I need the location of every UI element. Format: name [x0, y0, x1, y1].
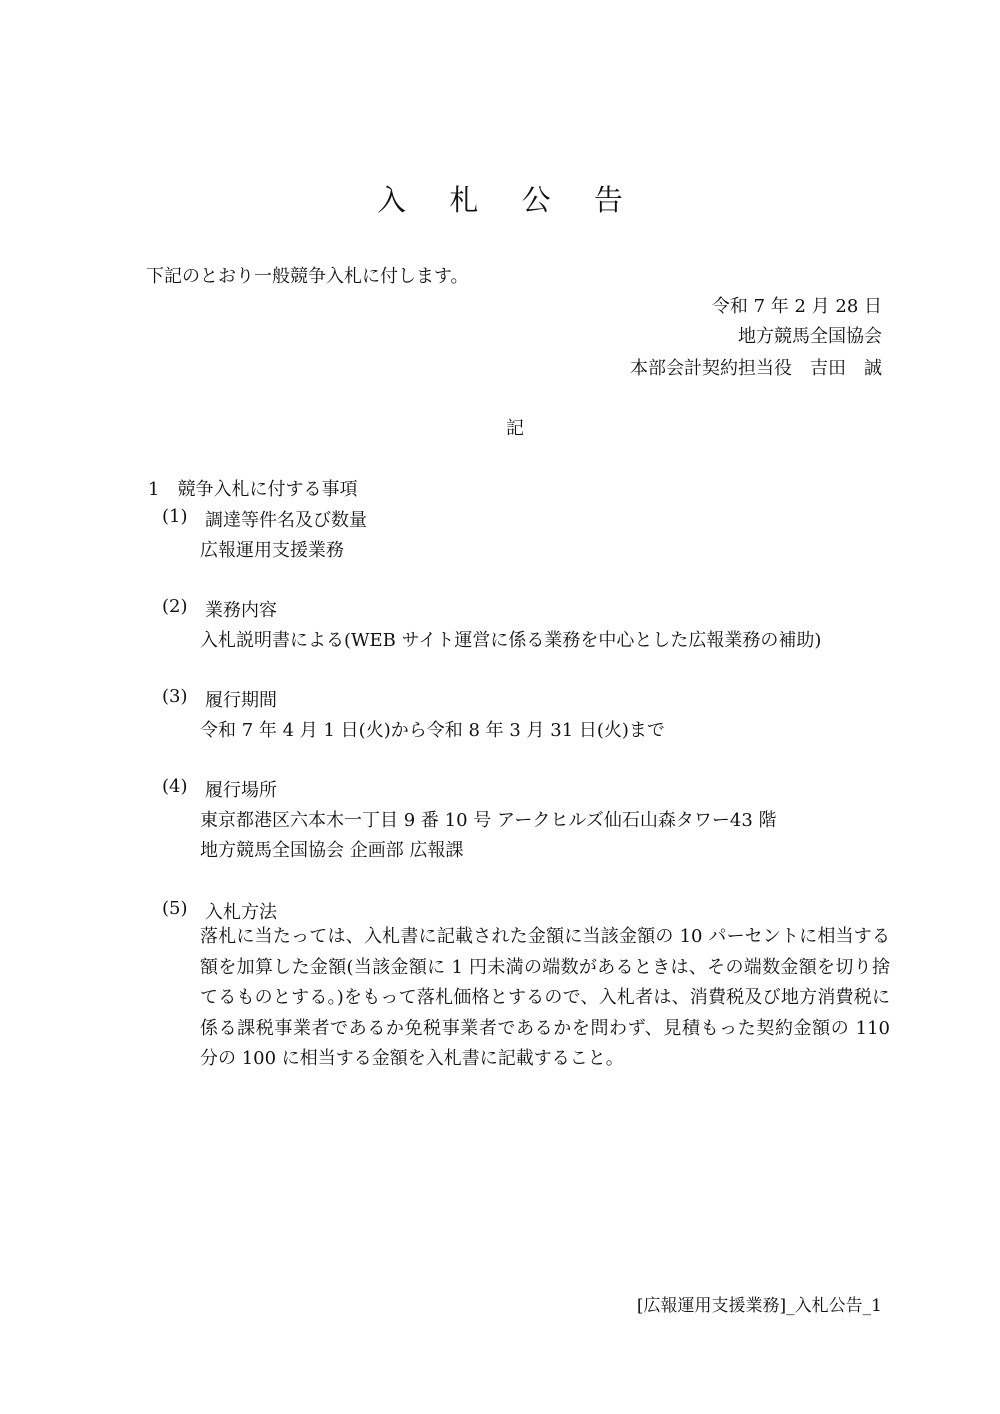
issue-date: 令和 7 年 2 月 28 日: [711, 296, 882, 317]
item-line: 地方競馬全国協会 企画部 広報課: [200, 840, 464, 861]
item-heading: 業務内容: [205, 600, 277, 621]
item-number: (2): [162, 596, 188, 617]
page-footer: [広報運用支援業務]_入札公告_1: [636, 1296, 882, 1316]
item-heading: 履行期間: [205, 690, 277, 711]
item-heading: 履行場所: [205, 780, 277, 801]
item-line: 入札説明書による(WEB サイト運営に係る業務を中心とした広報業務の補助): [200, 630, 822, 651]
intro-text: 下記のとおり一般競争入札に付します。: [146, 266, 469, 287]
item-line: 広報運用支援業務: [200, 540, 344, 561]
organization-name: 地方競馬全国協会: [738, 326, 882, 347]
item-number: (1): [162, 506, 188, 527]
item-number: (5): [162, 898, 188, 919]
item-number: (3): [162, 686, 188, 707]
item-number: (4): [162, 776, 188, 797]
item-paragraph: 落札に当たっては、入札書に記載された金額に当該金額の 10 パーセントに相当する額を加算した金額(当該金額に 1 円未満の端数があるときは、その端数金額を切り捨てるものとする。)をもって落札価格とするので、入札者は、消費税及び地方消費税に係る課税事業者であるか免税事業者であるかを問わず、見積もった契約金額の 110 分の 100 に相当する金額を入札書に記載すること。: [200, 926, 890, 1070]
item-heading: 入札方法: [205, 902, 277, 923]
item-line: 東京都港区六本木一丁目 9 番 10 号 アークヒルズ仙石山森タワー43 階: [200, 810, 777, 831]
officer-name: 本部会計契約担当役 吉田 誠: [630, 358, 882, 379]
ki-heading: 記: [506, 418, 524, 439]
section-heading: 1 競争入札に付する事項: [148, 479, 358, 500]
item-heading: 調達等件名及び数量: [205, 510, 367, 531]
document-title: 入 札 公 告: [377, 183, 640, 217]
item-line: 令和 7 年 4 月 1 日(火)から令和 8 年 3 月 31 日(火)まで: [200, 720, 665, 741]
